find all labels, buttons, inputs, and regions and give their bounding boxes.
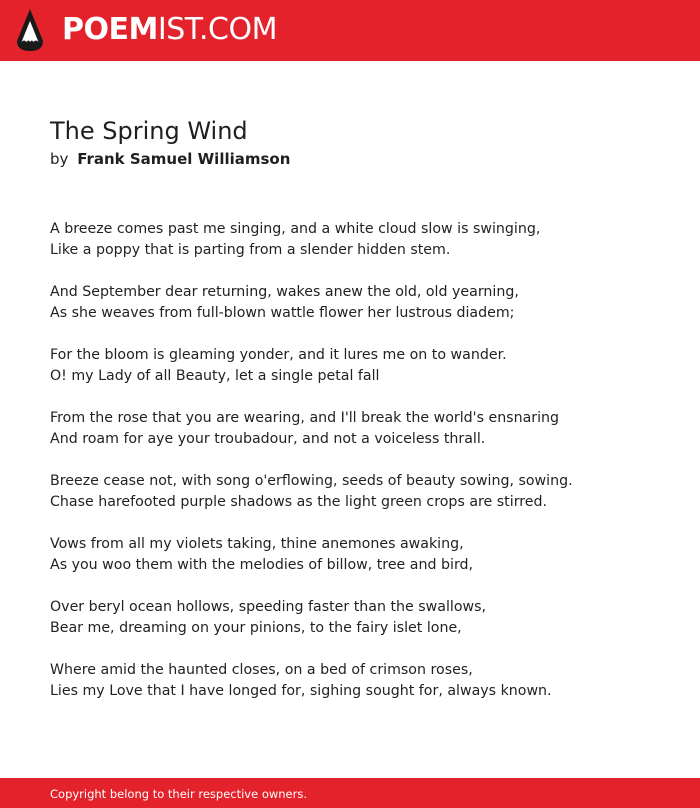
poem-line: As you woo them with the melodies of billow, tree and bird, [50,557,474,573]
poem-body [50,219,670,723]
stanza [50,219,670,261]
stanza [50,534,670,576]
stanza [50,345,670,387]
poem-line: Like a poppy that is parting from a slender hidden stem. [50,242,451,258]
poem-line: For the bloom is gleaming yonder, and it lures me on to wander. [50,347,507,363]
poem-line: Where amid the haunted closes, on a bed of crimson roses, [50,662,473,678]
poem-byline [50,149,290,169]
poem-line: O! my Lady of all Beauty, let a single petal fall [50,368,380,384]
site-header [0,0,700,61]
brand-light-text: IST.COM [157,12,277,47]
poem-line: From the rose that you are wearing, and I'll break the world's ensnaring [50,410,560,426]
stanza [50,597,670,639]
stanza [50,471,670,513]
poem-line: Lies my Love that I have longed for, sighing sought for, always known. [50,683,552,699]
site-logo-text[interactable] [62,13,277,47]
poem-line: Vows from all my violets taking, thine anemones awaking, [50,536,464,552]
brand-bold-text: POEM [62,12,158,47]
poem-line: As she weaves from full-blown wattle flower her lustrous diadem; [50,305,515,321]
poem-title: The Spring Wind [50,117,248,145]
poem-line: A breeze comes past me singing, and a white cloud slow is swinging, [50,221,541,237]
poem-line: And roam for aye your troubadour, and not a voiceless thrall. [50,431,486,447]
poem-line: Chase harefooted purple shadows as the light green crops are stirred. [50,494,548,510]
site-footer [0,778,700,808]
poem-line: Over beryl ocean hollows, speeding faster than the swallows, [50,599,487,615]
pencil-tip-icon[interactable] [17,9,43,51]
author-name: Frank Samuel Williamson [77,150,291,168]
stanza [50,282,670,324]
stanza [50,660,670,702]
by-label: by [50,150,69,168]
poem-line: Breeze cease not, with song o'erflowing, seeds of beauty sowing, sowing. [50,473,573,489]
copyright-notice: Copyright belong to their respective owners. [50,787,308,801]
poem-line: And September dear returning, wakes anew the old, old yearning, [50,284,519,300]
poem-line: Bear me, dreaming on your pinions, to the fairy islet lone, [50,620,462,636]
stanza [50,408,670,450]
